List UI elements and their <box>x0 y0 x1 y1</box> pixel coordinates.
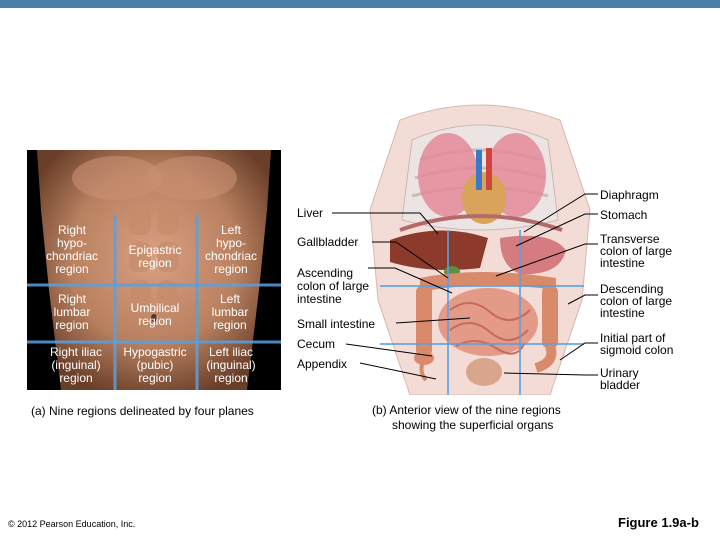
label-stomach: Stomach <box>600 208 648 222</box>
copyright-notice: © 2012 Pearson Education, Inc. <box>8 519 136 529</box>
label-urinary-bladder: Urinary bladder <box>600 366 641 392</box>
label-sigmoid-colon: Initial part of sigmoid colon <box>600 331 674 357</box>
label-descending-colon: Descending colon of large intestine <box>600 282 673 320</box>
region-umbilical: Umbilical region <box>130 301 180 328</box>
region-right-lumbar: Right lumbar region <box>53 292 91 332</box>
region-epigastric: Epigastric region <box>128 243 182 270</box>
label-transverse-colon: Transverse colon of large intestine <box>600 232 673 270</box>
region-hypogastric: Hypogastric (pubic) region <box>123 345 187 385</box>
label-diaphragm: Diaphragm <box>600 188 659 202</box>
label-ascending-colon: Ascending colon of large intestine <box>297 266 370 306</box>
region-left-lumbar: Left lumbar region <box>211 292 249 332</box>
region-left-iliac: Left iliac (inguinal) region <box>206 345 256 385</box>
caption-b-line2: showing the superficial organs <box>392 418 554 432</box>
region-right-iliac: Right iliac (inguinal) region <box>49 345 103 385</box>
label-gallbladder: Gallbladder <box>297 235 359 249</box>
label-cecum: Cecum <box>297 337 336 351</box>
caption-a: (a) Nine regions delineated by four planes <box>31 404 254 418</box>
region-right-hypochondriac: Right hypo- chondriac region <box>45 223 99 276</box>
figure-number: Figure 1.9a-b <box>618 515 699 530</box>
label-liver: Liver <box>297 206 324 220</box>
label-small-intestine: Small intestine <box>297 317 376 331</box>
region-left-hypochondriac: Left hypo- chondriac region <box>204 223 258 276</box>
caption-b-line1: (b) Anterior view of the nine regions <box>372 403 561 417</box>
label-appendix: Appendix <box>297 357 348 371</box>
